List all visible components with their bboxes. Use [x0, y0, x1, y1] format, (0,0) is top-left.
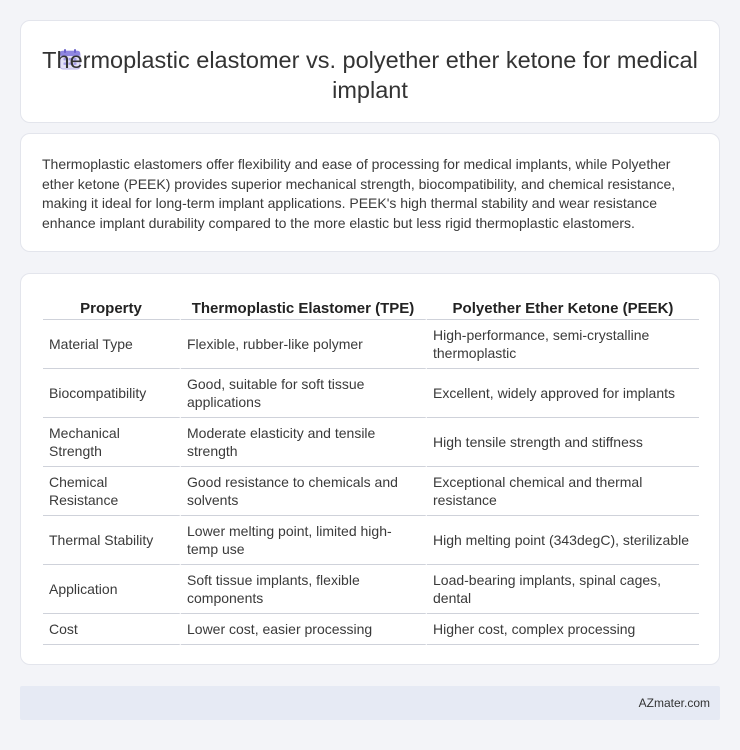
footer-site-link[interactable]: AZmater.com	[638, 696, 710, 710]
table-cell-peek: High-performance, semi-crystalline thermoplastic	[427, 320, 699, 369]
table-cell-tpe: Soft tissue implants, flexible components	[181, 565, 427, 614]
table-cell-property: Application	[43, 565, 181, 614]
table-row	[43, 418, 699, 467]
table-cell-tpe: Lower melting point, limited high-temp use	[181, 516, 427, 565]
table-header-row	[43, 294, 699, 320]
table-cell-tpe: Moderate elasticity and tensile strength	[181, 418, 427, 467]
page-title: Thermoplastic elastomer vs. polyether ether ketone for medical implant	[42, 47, 698, 103]
title-card	[20, 20, 720, 123]
table-cell-property: Mechanical Strength	[43, 418, 181, 467]
table-cell-property: Biocompatibility	[43, 369, 181, 418]
table-cell-peek: Load-bearing implants, spinal cages, dental	[427, 565, 699, 614]
comparison-table-card	[20, 273, 720, 665]
table-row	[43, 516, 699, 565]
table-cell-peek: Exceptional chemical and thermal resistance	[427, 467, 699, 516]
table-cell-tpe: Flexible, rubber-like polymer	[181, 320, 427, 369]
footer-bar	[20, 686, 720, 720]
column-header-tpe: Thermoplastic Elastomer (TPE)	[181, 294, 427, 320]
comparison-table	[43, 294, 699, 645]
table-cell-property: Chemical Resistance	[43, 467, 181, 516]
table-cell-tpe: Lower cost, easier processing	[181, 614, 427, 645]
table-cell-tpe: Good, suitable for soft tissue applications	[181, 369, 427, 418]
summary-card	[20, 133, 720, 252]
table-row	[43, 369, 699, 418]
table-row	[43, 614, 699, 645]
table-cell-peek: Higher cost, complex processing	[427, 614, 699, 645]
column-header-property: Property	[43, 294, 181, 320]
table-cell-property: Material Type	[43, 320, 181, 369]
table-cell-property: Thermal Stability	[43, 516, 181, 565]
table-cell-property: Cost	[43, 614, 181, 645]
table-cell-peek: High melting point (343degC), sterilizable	[427, 516, 699, 565]
table-row	[43, 467, 699, 516]
table-row	[43, 320, 699, 369]
table-row	[43, 565, 699, 614]
table-cell-peek: High tensile strength and stiffness	[427, 418, 699, 467]
table-cell-peek: Excellent, widely approved for implants	[427, 369, 699, 418]
table-cell-tpe: Good resistance to chemicals and solvents	[181, 467, 427, 516]
column-header-peek: Polyether Ether Ketone (PEEK)	[427, 294, 699, 320]
summary-text: Thermoplastic elastomers offer flexibility and ease of processing for medical implants, while Polyether ether ketone (PEEK) provides superior mechanical strength, biocompatibility, and chemical resistance, making it ideal for long-term implant applications. PEEK's high thermal stability and wear resistance enhance implant durability compared to the more elastic but less rigid thermoplastic elastomers.	[42, 156, 676, 231]
